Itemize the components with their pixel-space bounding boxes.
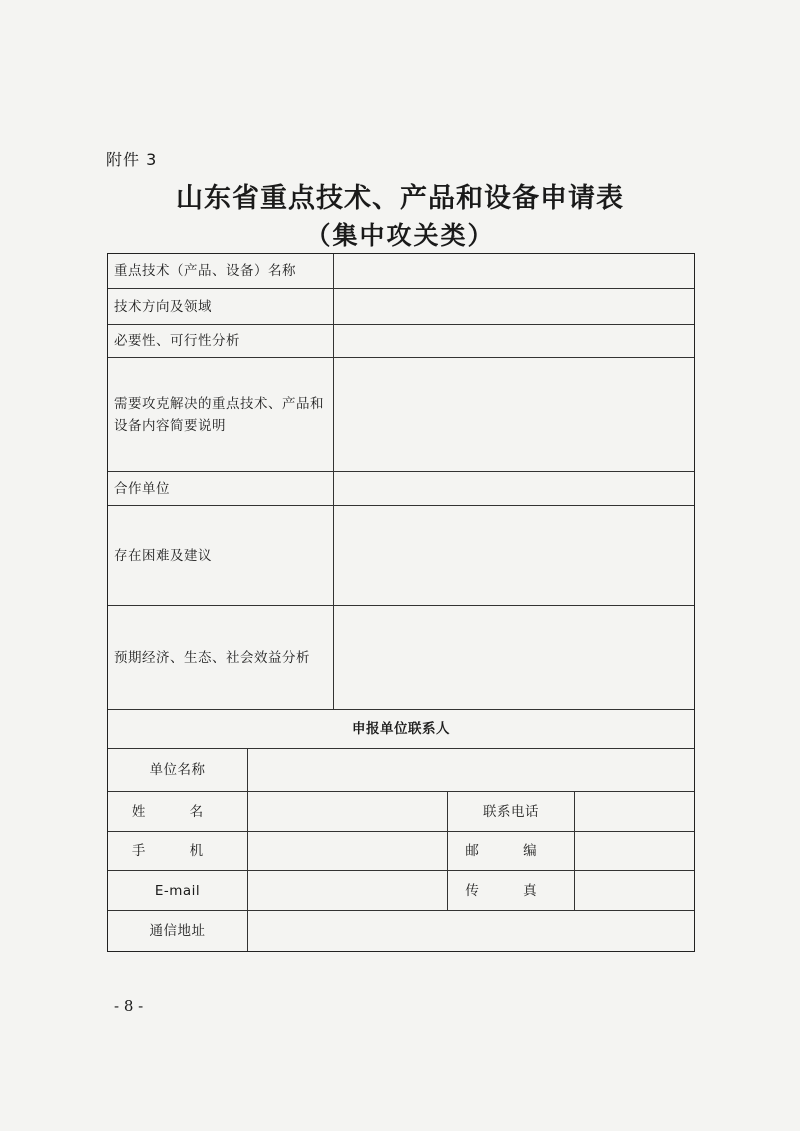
contact-name-label: 姓 名 <box>131 803 224 820</box>
partner-unit-label: 合作单位 <box>114 480 170 497</box>
tech-name-label: 重点技术（产品、设备）名称 <box>114 263 296 279</box>
mobile-field[interactable] <box>248 832 447 870</box>
phone-field[interactable] <box>575 792 694 831</box>
key-content-label: 需要攻克解决的重点技术、产品和设备内容简要说明 <box>114 395 324 434</box>
unit-name-field[interactable] <box>248 749 694 791</box>
key-content-field[interactable] <box>334 358 694 471</box>
benefit-analysis-field[interactable] <box>334 606 694 709</box>
email-field[interactable] <box>248 871 447 910</box>
mobile-label: 手 机 <box>131 843 224 859</box>
phone-label: 联系电话 <box>483 803 539 820</box>
postcode-field[interactable] <box>575 832 694 870</box>
contact-section-title: 申报单位联系人 <box>352 721 450 737</box>
email-label: E-mail <box>154 882 201 899</box>
benefit-analysis-label: 预期经济、生态、社会效益分析 <box>114 649 310 666</box>
tech-name-field[interactable] <box>334 254 694 288</box>
address-field[interactable] <box>248 911 694 951</box>
tech-direction-label: 技术方向及领域 <box>114 298 212 315</box>
feasibility-field[interactable] <box>334 325 694 357</box>
contact-name-field[interactable] <box>248 792 447 831</box>
fax-label: 传 真 <box>465 882 557 899</box>
unit-name-label: 单位名称 <box>149 762 206 778</box>
address-label: 通信地址 <box>149 923 206 939</box>
page-number: - 8 - <box>114 997 144 1015</box>
feasibility-label: 必要性、可行性分析 <box>114 333 240 349</box>
tech-direction-field[interactable] <box>334 289 694 324</box>
application-form-table <box>107 253 695 952</box>
form-subtitle: （集中攻关类） <box>305 221 495 250</box>
partner-unit-field[interactable] <box>334 472 694 505</box>
difficulties-field[interactable] <box>334 506 694 605</box>
form-title: 山东省重点技术、产品和设备申请表 <box>176 183 624 214</box>
postcode-label: 邮 编 <box>465 843 557 859</box>
attachment-label: 附件 3 <box>106 150 158 169</box>
difficulties-label: 存在困难及建议 <box>114 547 212 564</box>
fax-field[interactable] <box>575 871 694 910</box>
